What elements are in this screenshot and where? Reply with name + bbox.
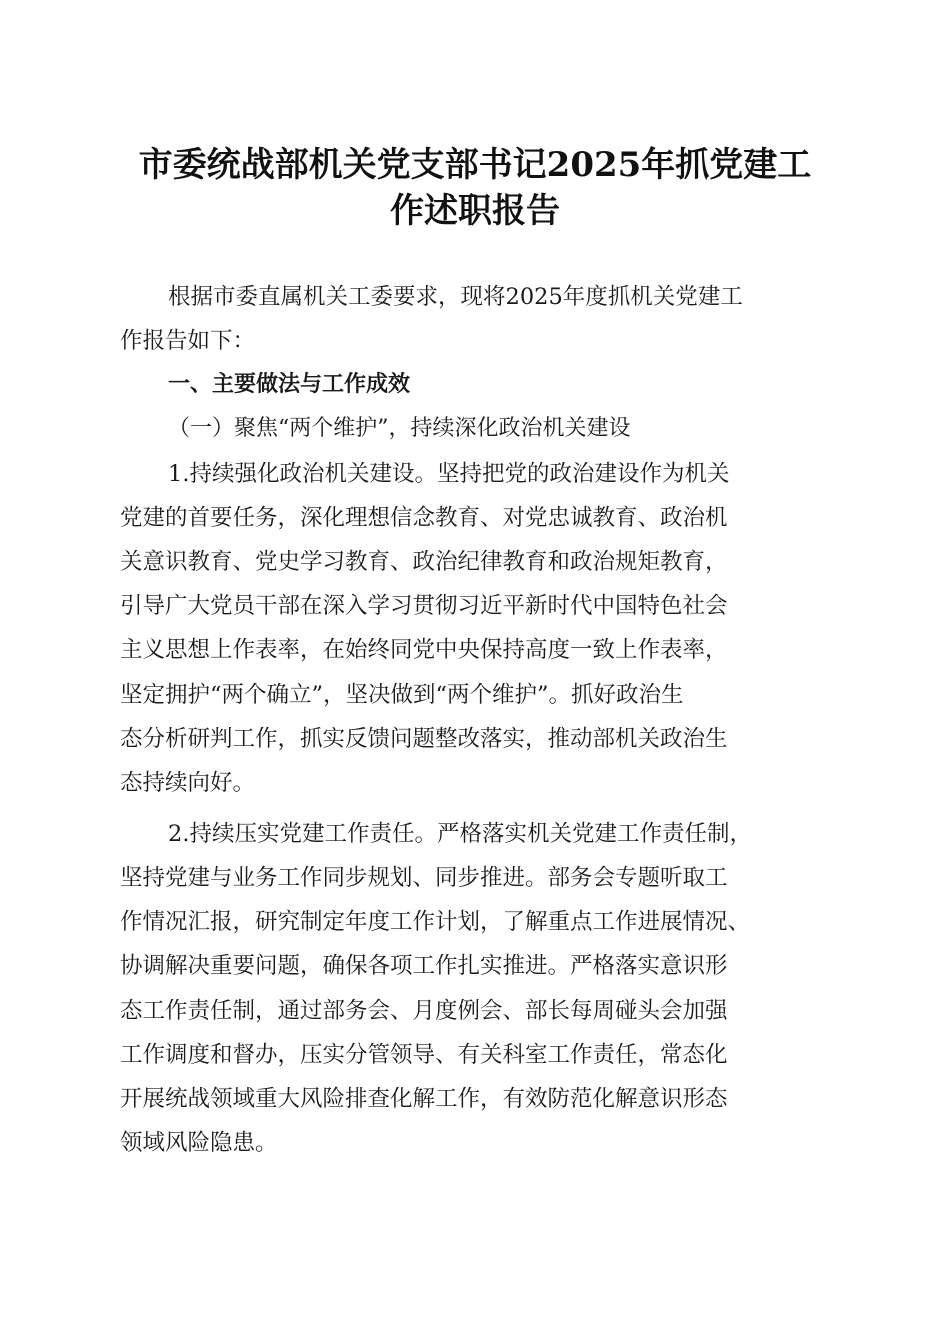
para1-line-5: 主义思想上作表率，在始终同党中央保持高度一致上作表率， [120, 637, 728, 663]
title-line-1: 市委统战部机关党支部书记2025年抓党建工 [138, 145, 812, 185]
para1-line-8: 态持续向好。 [120, 770, 256, 796]
para1-line-3: 关意识教育、党史学习教育、政治纪律教育和政治规矩教育， [120, 549, 728, 575]
para2-line-3: 作情况汇报，研究制定年度工作计划，了解重点工作进展情况、 [120, 909, 751, 935]
para1-line-2: 党建的首要任务，深化理想信念教育、对党忠诚教育、政治机 [120, 505, 728, 531]
section-heading: 一、主要做法与工作成效 [168, 372, 411, 397]
page-title [100, 142, 850, 234]
para2-line-2: 坚持党建与业务工作同步规划、同步推进。部务会专题听取工 [120, 865, 728, 891]
para1-line-1: 1.持续强化政治机关建设。坚持把党的政治建设作为机关 [168, 461, 730, 487]
para2-line-7: 开展统战领域重大风险排查化解工作，有效防范化解意识形态 [120, 1086, 728, 1112]
subsection-heading: （一）聚焦“两个维护”，持续深化政治机关建设 [168, 416, 631, 441]
para2-line-5: 态工作责任制，通过部务会、月度例会、部长每周碰头会加强 [120, 998, 728, 1024]
para2-line-4: 协调解决重要问题，确保各项工作扎实推进。严格落实意识形 [120, 953, 728, 979]
intro-line-2: 作报告如下： [120, 328, 256, 354]
para2-line-6: 工作调度和督办，压实分管领导、有关科室工作责任，常态化 [120, 1042, 728, 1068]
para1-line-6: 坚定拥护“两个确立”，坚决做到“两个维护”。抓好政治生 [120, 682, 684, 708]
para2-line-8: 领域风险隐患。 [120, 1130, 278, 1156]
para2-line-1: 2.持续压实党建工作责任。严格落实机关党建工作责任制， [168, 821, 752, 847]
title-line-2: 作述职报告 [390, 191, 560, 231]
intro-line-1: 根据市委直属机关工委要求，现将2025年度抓机关党建工 [168, 284, 743, 310]
para1-line-7: 态分析研判工作，抓实反馈问题整改落实，推动部机关政治生 [120, 726, 728, 752]
para1-line-4: 引导广大党员干部在深入学习贯彻习近平新时代中国特色社会 [120, 593, 728, 619]
